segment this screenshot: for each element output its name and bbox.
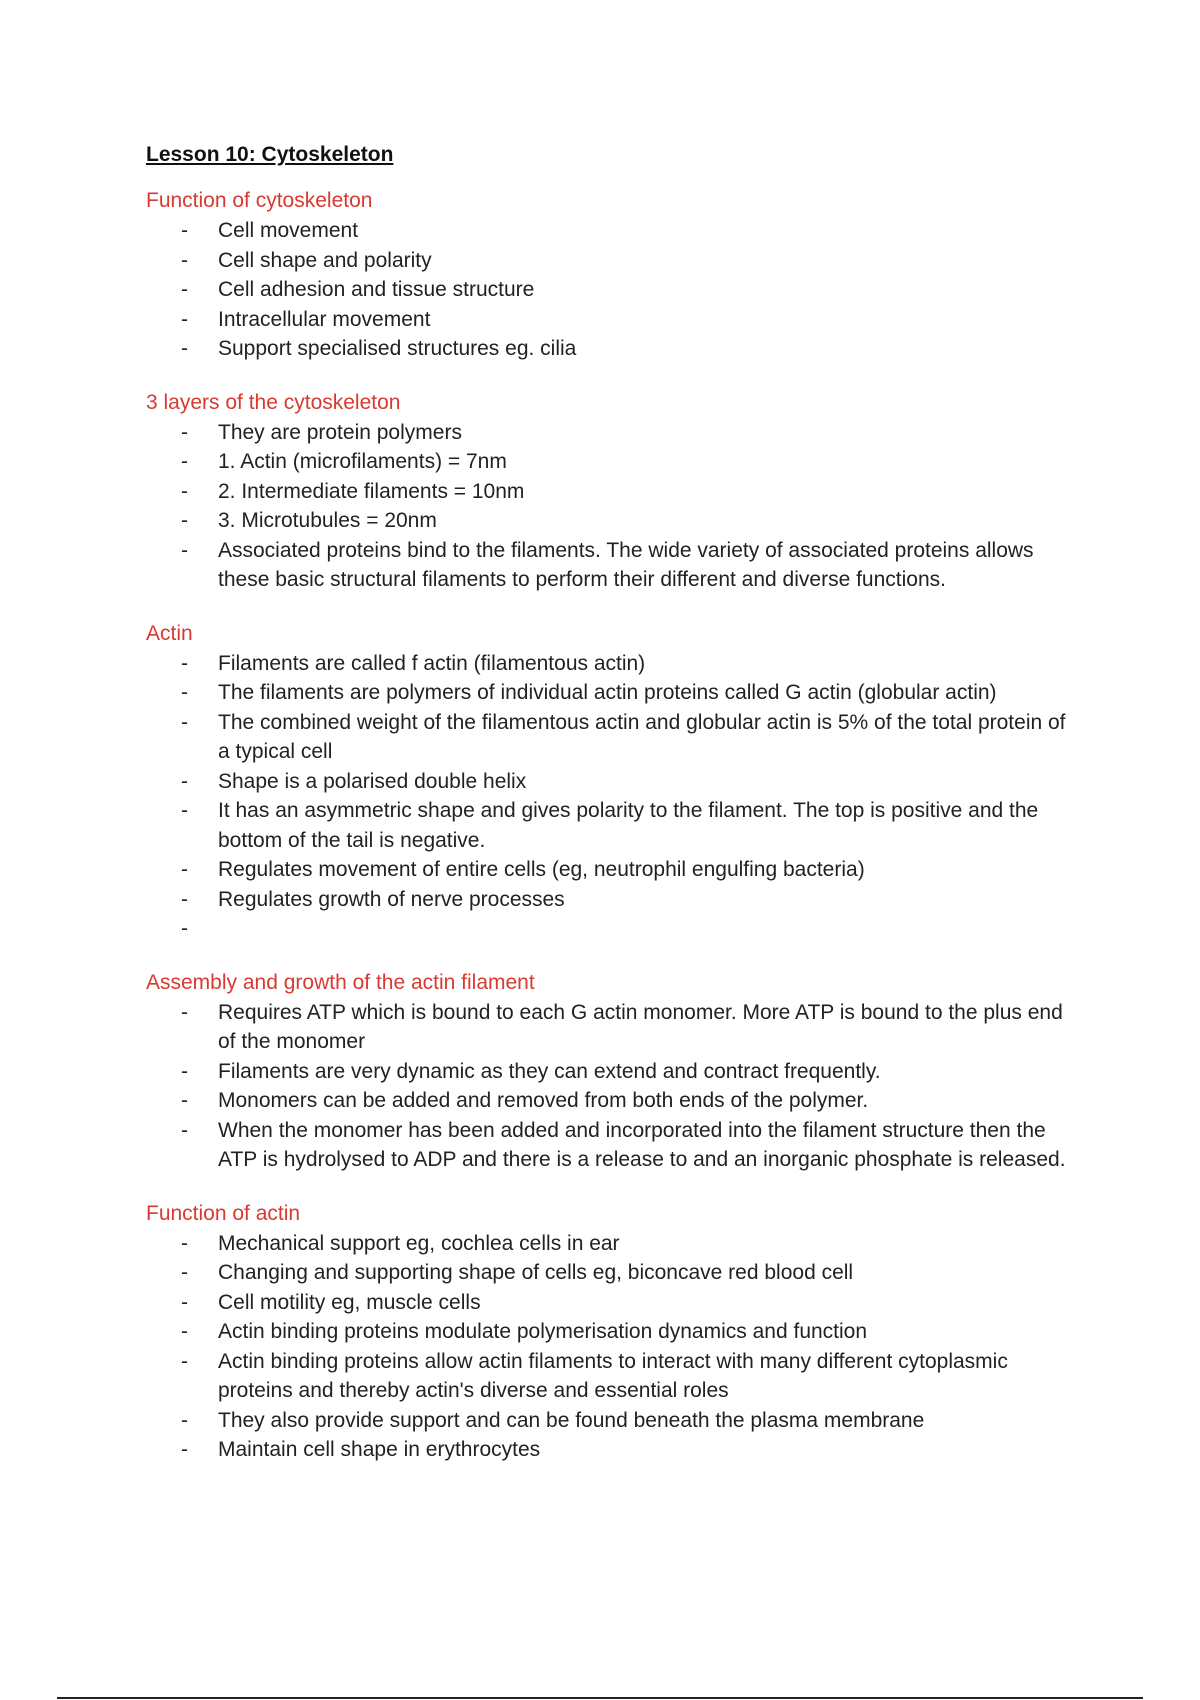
list-item: [146, 1435, 1066, 1465]
section: [146, 619, 1066, 944]
section: [146, 388, 1066, 595]
list-item-text: Cell adhesion and tissue structure: [218, 278, 535, 301]
bullet-dash-icon: -: [181, 917, 188, 940]
list-item-text: Shape is a polarised double helix: [218, 769, 527, 793]
list-item: [146, 536, 1066, 595]
list-item-text: Actin binding proteins modulate polymerisation dynamics and function: [218, 1320, 868, 1343]
bullet-list: [146, 1229, 1066, 1465]
bullet-list: [146, 998, 1066, 1175]
bullet-dash-icon: -: [181, 450, 188, 473]
list-item: [146, 767, 1066, 797]
list-item-text: Associated proteins bind to the filaments. The wide variety of associated proteins allows these basic structural filaments to perform their different and diverse functions.: [218, 538, 1034, 591]
list-item: [146, 1406, 1066, 1436]
section-heading: Actin: [146, 621, 193, 645]
bullet-dash-icon: -: [181, 538, 188, 562]
list-item: [146, 447, 1066, 477]
bullet-list: [146, 649, 1066, 944]
footer-divider: [57, 1697, 1143, 1699]
list-item: [146, 678, 1066, 708]
list-item: [146, 885, 1066, 915]
list-item: [146, 506, 1066, 536]
bullet-dash-icon: -: [181, 420, 188, 444]
list-item: [146, 1317, 1066, 1347]
list-item-text: Cell motility eg, muscle cells: [218, 1290, 481, 1314]
bullet-dash-icon: -: [181, 278, 188, 301]
bullet-dash-icon: -: [181, 710, 188, 734]
bullet-dash-icon: -: [181, 887, 188, 911]
list-item: [146, 1057, 1066, 1087]
bullet-list: [146, 216, 1066, 364]
list-item-text: Cell shape and polarity: [218, 248, 432, 272]
list-item-text: The combined weight of the filamentous actin and globular actin is 5% of the total protein of a typical cell: [218, 710, 1066, 763]
list-item: [146, 1258, 1066, 1288]
list-item: [146, 855, 1066, 885]
section-heading: Assembly and growth of the actin filament: [146, 970, 535, 994]
list-item-text: Maintain cell shape in erythrocytes: [218, 1438, 541, 1461]
list-item: [146, 418, 1066, 448]
list-item-text: Filaments are called f actin (filamentous actin): [218, 651, 646, 675]
bullet-dash-icon: -: [181, 307, 188, 331]
list-item: [146, 1116, 1066, 1175]
list-item-text: They also provide support and can be found beneath the plasma membrane: [218, 1408, 925, 1432]
list-item: [146, 914, 1066, 944]
bullet-dash-icon: -: [181, 1231, 188, 1255]
list-item-text: Mechanical support eg, cochlea cells in ear: [218, 1231, 620, 1255]
section-heading: Function of actin: [146, 1201, 301, 1225]
bullet-dash-icon: -: [181, 509, 188, 532]
bullet-dash-icon: -: [181, 1349, 188, 1373]
bullet-dash-icon: -: [181, 1320, 188, 1343]
list-item-text: When the monomer has been added and incorporated into the filament structure then the ATP is hydrolysed to ADP and there is a release to and an inorganic phosphate is released.: [218, 1118, 1066, 1171]
list-item-text: Filaments are very dynamic as they can extend and contract frequently.: [218, 1059, 881, 1083]
list-item: [146, 796, 1066, 855]
list-item-text: Requires ATP which is bound to each G actin monomer. More ATP is bound to the plus end of the monomer: [218, 1000, 1063, 1053]
list-item-text: 2. Intermediate filaments = 10nm: [218, 479, 525, 503]
list-item-text: The filaments are polymers of individual actin proteins called G actin (globular actin): [218, 681, 997, 704]
list-item: [146, 477, 1066, 507]
list-item-text: They are protein polymers: [218, 420, 462, 444]
section: [146, 968, 1066, 1175]
bullet-dash-icon: -: [181, 1089, 188, 1112]
list-item-text: Support specialised structures eg. cilia: [218, 337, 577, 360]
section-heading: Function of cytoskeleton: [146, 189, 373, 212]
section-heading: 3 layers of the cytoskeleton: [146, 390, 401, 414]
bullet-dash-icon: -: [181, 1438, 188, 1461]
bullet-dash-icon: -: [181, 799, 188, 822]
list-item: [146, 1086, 1066, 1116]
bullet-dash-icon: -: [181, 651, 188, 675]
list-item: [146, 334, 1066, 364]
bullet-dash-icon: -: [181, 1261, 188, 1284]
page-title: Lesson 10: Cytoskeleton: [146, 143, 394, 166]
bullet-dash-icon: -: [181, 479, 188, 503]
list-item: [146, 649, 1066, 679]
list-item-text: Changing and supporting shape of cells eg, biconcave red blood cell: [218, 1261, 854, 1284]
bullet-dash-icon: -: [181, 681, 188, 704]
bullet-dash-icon: -: [181, 1408, 188, 1432]
bullet-list: [146, 418, 1066, 595]
bullet-dash-icon: -: [181, 337, 188, 360]
bullet-dash-icon: -: [181, 858, 188, 881]
bullet-dash-icon: -: [181, 1118, 188, 1142]
list-item: [146, 998, 1066, 1057]
list-item-text: Cell movement: [218, 219, 359, 242]
list-item-text: Intracellular movement: [218, 307, 431, 331]
list-item: [146, 305, 1066, 335]
document-page: [146, 140, 1066, 1489]
list-item-text: 3. Microtubules = 20nm: [218, 509, 437, 532]
list-item: [146, 246, 1066, 276]
list-item-text: Actin binding proteins allow actin filaments to interact with many different cytoplasmic proteins and thereby actin's diverse and essential roles: [218, 1349, 1008, 1402]
bullet-dash-icon: -: [181, 1059, 188, 1083]
list-item: [146, 216, 1066, 246]
section: [146, 1199, 1066, 1465]
list-item-text: Monomers can be added and removed from both ends of the polymer.: [218, 1089, 869, 1112]
list-item: [146, 275, 1066, 305]
bullet-dash-icon: -: [181, 1290, 188, 1314]
list-item-text: It has an asymmetric shape and gives polarity to the filament. The top is positive and the bottom of the tail is negative.: [218, 799, 1039, 852]
list-item-text: Regulates growth of nerve processes: [218, 887, 565, 911]
sections-container: [146, 186, 1066, 1465]
list-item: [146, 1347, 1066, 1406]
bullet-dash-icon: -: [181, 219, 188, 242]
list-item-text: Regulates movement of entire cells (eg, neutrophil engulfing bacteria): [218, 858, 865, 881]
bullet-dash-icon: -: [181, 1000, 188, 1024]
bullet-dash-icon: -: [181, 248, 188, 272]
bullet-dash-icon: -: [181, 769, 188, 793]
section: [146, 186, 1066, 364]
list-item: [146, 708, 1066, 767]
list-item: [146, 1288, 1066, 1318]
list-item-text: 1. Actin (microfilaments) = 7nm: [218, 450, 507, 473]
list-item: [146, 1229, 1066, 1259]
